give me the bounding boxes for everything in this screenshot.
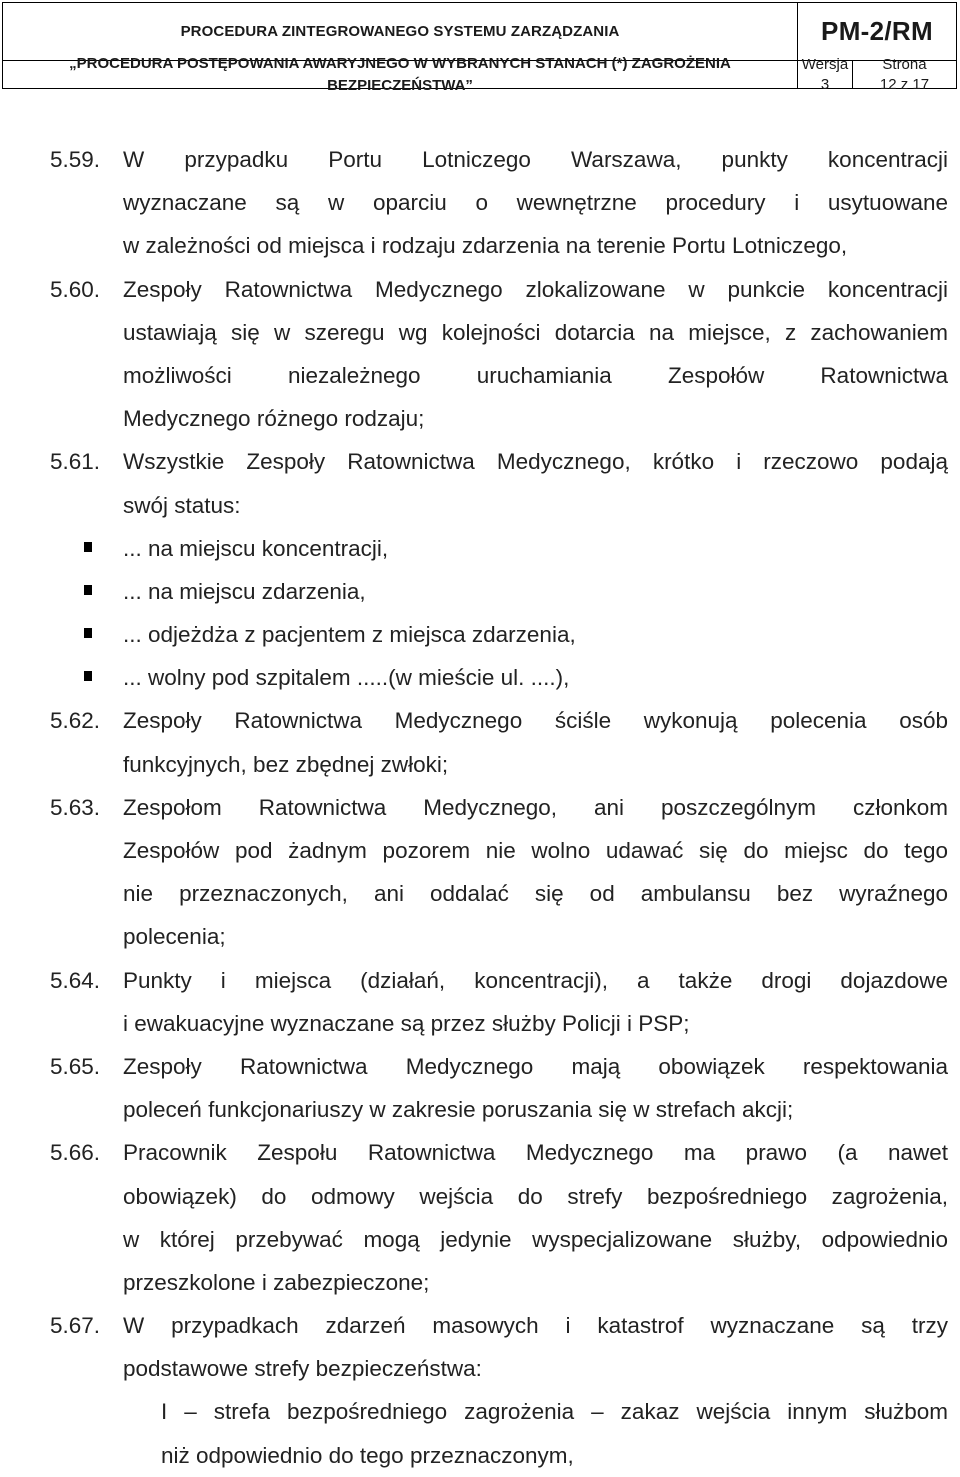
text-line: Punkty i miejsca (działań, koncentracji), a także drogi dojazdowe — [123, 967, 948, 993]
paragraph-text — [123, 699, 948, 785]
version-value: 3 — [820, 75, 830, 93]
procedure-subtitle-line-1: „PROCEDURA POSTĘPOWANIA AWARYJNEGO W WYBRANYCH STANACH (*) ZAGROŻENIA — [69, 54, 731, 72]
version-label: Wersja — [801, 55, 849, 73]
procedure-subtitle-line-2: BEZPIECZEŃSTWA” — [327, 76, 473, 94]
text-line: ustawiają się w szeregu wg kolejności dotarcia na miejsce, z zachowaniem — [123, 319, 948, 345]
paragraph-number: 5.59. — [50, 147, 101, 172]
text-line: Zespołów pod żadnym pozorem nie wolno udawać się do miejsc do tego — [123, 838, 948, 863]
paragraph-number: 5.64. — [50, 967, 101, 993]
paragraph-5-62 — [0, 699, 960, 785]
document-header — [2, 2, 957, 94]
paragraph-number: 5.62. — [50, 708, 101, 734]
procedure-subtitle — [3, 54, 798, 94]
text-line: poleceń funkcjonariuszy w zakresie poruszania się w strefach akcji; — [123, 1097, 794, 1123]
text-line: podstawowe strefy bezpieczeństwa: — [123, 1356, 482, 1382]
paragraph-5-59 — [0, 138, 960, 268]
text-line: W przypadkach zdarzeń masowych i katastrof wyznaczane są trzy — [123, 1313, 948, 1339]
text-line: Zespoły Ratownictwa Medycznego zlokalizowane w punkcie koncentracji — [123, 276, 948, 302]
paragraph-5-67 — [0, 1304, 960, 1390]
zone-definition-line: niż odpowiednio do tego przeznaczonym, — [161, 1442, 574, 1468]
text-line: Wszystkie Zespoły Ratownictwa Medycznego, krótko i rzeczowo podają — [123, 449, 948, 475]
paragraph-number: 5.65. — [50, 1053, 101, 1079]
text-line: w zależności od miejsca i rodzaju zdarzenia na terenie Portu Lotniczego, — [123, 233, 848, 259]
status-list-text: ... na miejscu koncentracji, — [123, 535, 389, 561]
page-value: 12 z 17 — [879, 75, 930, 93]
version-cell — [798, 55, 853, 93]
paragraph-number: 5.67. — [50, 1313, 101, 1339]
text-line: wyznaczane są w oparciu o wewnętrzne procedury i usytuowane — [123, 190, 948, 216]
paragraph-5-64 — [0, 959, 960, 1045]
paragraph-text — [123, 138, 948, 268]
text-line: nie przeznaczonych, ani oddalać się od ambulansu bez wyraźnego — [123, 881, 948, 907]
text-line: Zespoły Ratownictwa Medycznego mają obowiązek respektowania — [123, 1053, 948, 1079]
paragraph-number: 5.66. — [50, 1140, 101, 1166]
text-line: Medycznego różnego rodzaju; — [123, 406, 425, 432]
zone-definition-line: I – strefa bezpośredniego zagrożenia – zakaz wejścia innym służbom — [161, 1399, 948, 1425]
paragraph-text — [123, 1131, 948, 1304]
text-line: funkcyjnych, bez zbędnej zwłoki; — [123, 751, 449, 777]
paragraph-text — [123, 959, 948, 1045]
square-bullet-icon — [84, 671, 92, 681]
text-line: możliwości niezależnego uruchamiania Zespołów Ratownictwa — [123, 362, 948, 388]
text-line: swój status: — [123, 492, 241, 518]
status-list-text: ... na miejscu zdarzenia, — [123, 578, 366, 604]
paragraph-text — [123, 786, 948, 959]
square-bullet-icon — [84, 628, 92, 638]
status-list-text: ... odjeżdża z pacjentem z miejsca zdarzenia, — [123, 622, 576, 648]
procedure-system-title: PROCEDURA ZINTEGROWANEGO SYSTEMU ZARZĄDZANIA — [3, 3, 798, 61]
paragraph-text — [123, 1304, 948, 1390]
paragraph-text — [123, 268, 948, 441]
text-line: i ewakuacyjne wyznaczane są przez służby Policji i PSP; — [123, 1010, 690, 1036]
text-line: przeszkolone i zabezpieczone; — [123, 1269, 430, 1295]
paragraph-5-63 — [0, 786, 960, 959]
paragraph-5-60 — [0, 268, 960, 441]
paragraph-number: 5.61. — [50, 449, 101, 475]
paragraph-number: 5.60. — [50, 276, 101, 302]
status-list-item — [0, 656, 960, 699]
paragraph-5-61 — [0, 440, 960, 526]
text-line: w której przebywać mogą jedynie wyspecjalizowane służby, odpowiednio — [123, 1226, 948, 1252]
page-cell — [853, 55, 956, 93]
status-list-item — [0, 570, 960, 613]
text-line: Zespołom Ratownictwa Medycznego, ani poszczególnym członkom — [123, 794, 948, 820]
status-list-item — [0, 613, 960, 656]
text-line: Pracownik Zespołu Ratownictwa Medycznego ma prawo (a nawet — [123, 1140, 948, 1166]
document-code: PM-2/RM — [798, 3, 956, 61]
paragraph-text — [123, 440, 948, 526]
status-list-item — [0, 527, 960, 570]
text-line: obowiązek) do odmowy wejścia do strefy bezpośredniego zagrożenia, — [123, 1183, 948, 1209]
zone-definition — [161, 1390, 948, 1476]
paragraph-5-65 — [0, 1045, 960, 1131]
square-bullet-icon — [84, 542, 92, 552]
text-line: polecenia; — [123, 924, 226, 950]
text-line: Zespoły Ratownictwa Medycznego ściśle wykonują polecenia osób — [123, 708, 948, 734]
paragraph-text — [123, 1045, 948, 1131]
status-list-text: ... wolny pod szpitalem .....(w mieście ul. ....), — [123, 665, 570, 691]
text-line: W przypadku Portu Lotniczego Warszawa, punkty koncentracji — [123, 147, 948, 172]
paragraph-number: 5.63. — [50, 794, 101, 820]
square-bullet-icon — [84, 585, 92, 595]
page-label: Strona — [882, 55, 927, 73]
paragraph-5-66 — [0, 1131, 960, 1304]
document-body — [0, 138, 960, 1477]
